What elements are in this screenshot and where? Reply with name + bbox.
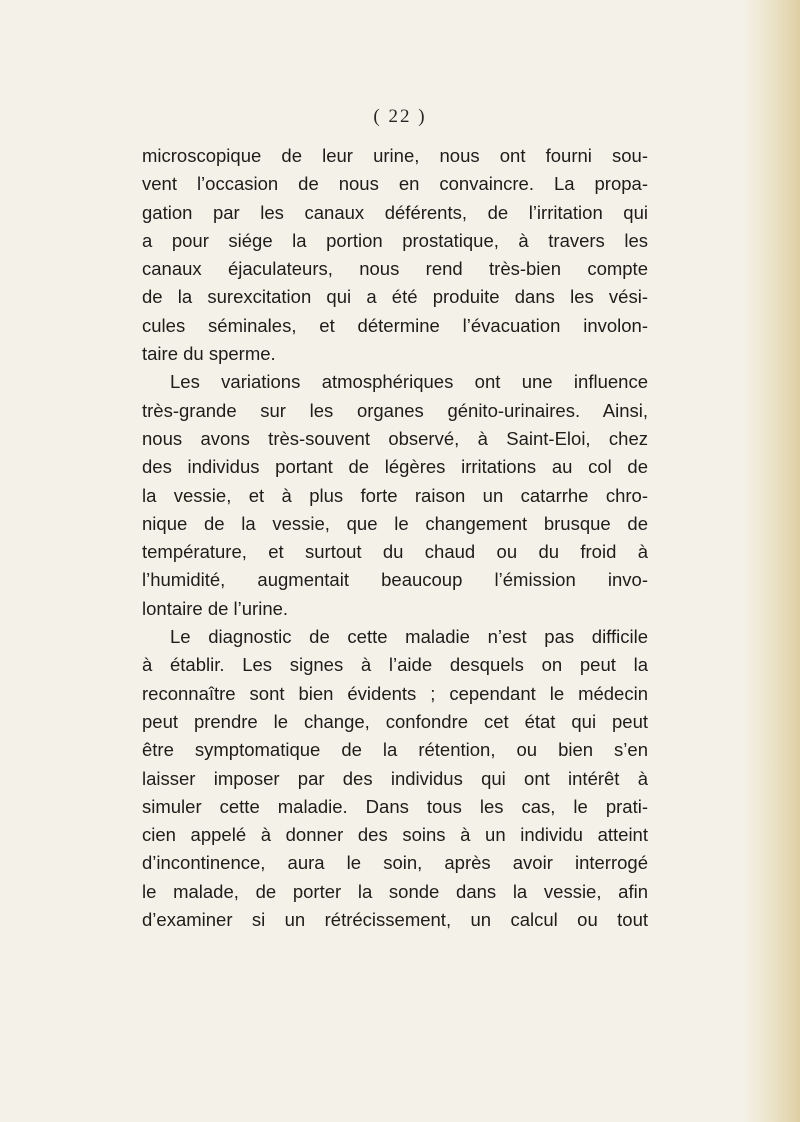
text-line: taire du sperme. [142,343,276,365]
text-line: simuler cette maladie. Dans tous les cas, le prati- [142,795,648,817]
text-line: reconnaître sont bien évidents ; cependant le médecin [142,682,648,704]
text-line: nous avons très-souvent observé, à Saint-Eloi, chez [142,427,648,449]
text-line: gation par les canaux déférents, de l’irritation qui [142,201,648,223]
text-line: canaux éjaculateurs, nous rend très-bien compte [142,258,648,280]
text-line: peut prendre le change, confondre cet état qui peut [142,710,648,732]
text-line: température, et surtout du chaud ou du froid à [142,541,648,563]
text-line: lontaire de l’urine. [142,597,289,619]
paragraph [142,368,648,623]
paragraph [142,142,648,368]
text-line: très-grande sur les organes génito-urinaires. Ainsi, [142,399,648,421]
text-line: d’examiner si un rétrécissement, un calcul ou tout [142,909,648,931]
text-line: laisser imposer par des individus qui ont intérêt à [142,767,648,789]
text-line: microscopique de leur urine, nous ont fourni sou- [142,145,648,166]
text-line: a pour siége la portion prostatique, à travers les [142,229,648,251]
page-edge-shading [742,0,800,1122]
text-line: de la surexcitation qui a été produite dans les vési- [142,286,648,308]
text-line: à établir. Les signes à l’aide desquels on peut la [142,654,648,676]
text-line: cules séminales, et détermine l’évacuation involon- [142,314,648,336]
text-line: d’incontinence, aura le soin, après avoir interrogé [142,852,648,874]
text-line: Les variations atmosphériques ont une influence [170,371,648,393]
text-line: vent l’occasion de nous en convaincre. La propa- [142,173,648,195]
text-line: nique de la vessie, que le changement brusque de [142,512,648,534]
text-line: la vessie, et à plus forte raison un catarrhe chro- [142,484,648,506]
body-text [142,142,648,934]
text-line: des individus portant de légères irritations au col de [142,456,648,478]
text-line: cien appelé à donner des soins à un individu atteint [142,824,648,846]
text-line: le malade, de porter la sonde dans la vessie, afin [142,880,648,902]
text-line: Le diagnostic de cette maladie n’est pas difficile [170,626,648,648]
text-line: l’humidité, augmentait beaucoup l’émission invo- [142,569,648,591]
page-number: ( 22 ) [373,106,427,127]
text-line: être symptomatique de la rétention, ou bien s’en [142,739,648,761]
paragraph [142,623,648,934]
